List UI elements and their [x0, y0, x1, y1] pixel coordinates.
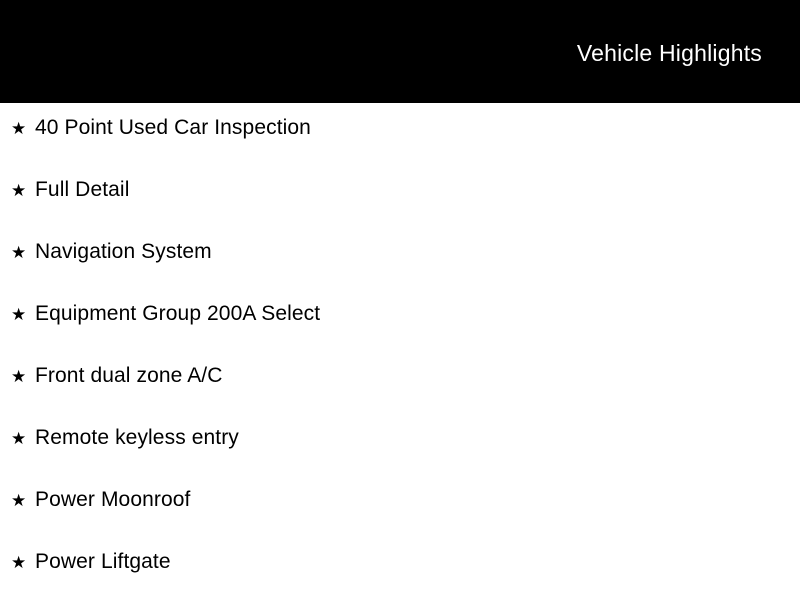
page-title: Vehicle Highlights: [576, 40, 762, 66]
star-icon: ★: [11, 119, 27, 138]
list-item: [0, 241, 800, 303]
highlight-label: 40 Point Used Car Inspection: [35, 116, 311, 139]
star-icon: ★: [11, 243, 27, 262]
vehicle-highlights-list: [0, 103, 800, 613]
star-icon: ★: [11, 553, 27, 572]
list-item: [0, 365, 800, 427]
star-icon: ★: [11, 181, 27, 200]
highlight-label: Full Detail: [35, 178, 130, 201]
list-item: [0, 551, 800, 613]
star-icon: ★: [11, 367, 27, 386]
list-item: [0, 427, 800, 489]
list-item: [0, 117, 800, 179]
highlight-label: Front dual zone A/C: [35, 364, 223, 387]
list-item: [0, 303, 800, 365]
highlight-label: Power Liftgate: [35, 550, 171, 573]
star-icon: ★: [11, 305, 27, 324]
highlight-label: Equipment Group 200A Select: [35, 302, 321, 325]
highlight-label: Navigation System: [35, 240, 212, 263]
list-item: [0, 179, 800, 241]
star-icon: ★: [11, 429, 27, 448]
header-bar: [0, 0, 800, 103]
star-icon: ★: [11, 491, 27, 510]
list-item: [0, 489, 800, 551]
highlight-label: Remote keyless entry: [35, 426, 239, 449]
highlight-label: Power Moonroof: [35, 488, 191, 511]
